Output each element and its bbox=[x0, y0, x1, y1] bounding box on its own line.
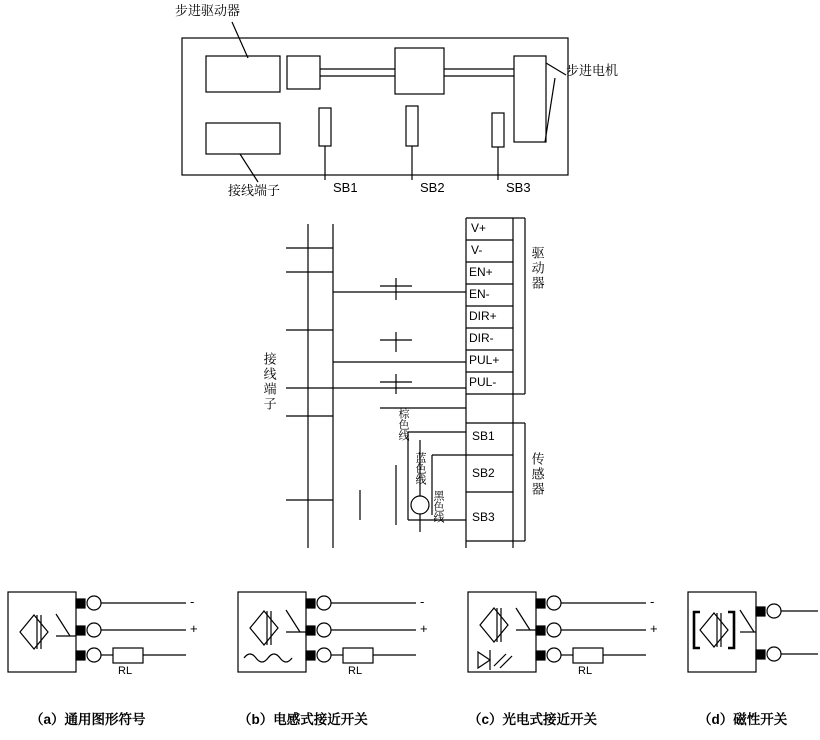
wire-label-0-text: 棕色线 bbox=[397, 408, 409, 441]
label-group-driver bbox=[530, 246, 544, 291]
vtext-sensor: 传感器 bbox=[529, 452, 545, 497]
wire-label-2-text: 黑色线 bbox=[432, 490, 444, 523]
wire-label-1-text: 蓝色线 bbox=[414, 452, 426, 485]
symbol-b-inductive bbox=[238, 592, 416, 672]
label-stepper-driver: 步进驱动器 bbox=[175, 3, 241, 18]
symbol-c-rl: RL bbox=[578, 665, 593, 677]
terminal-label-3: EN- bbox=[469, 287, 490, 301]
terminal-label-2: EN+ bbox=[469, 265, 493, 279]
label-group-sensor bbox=[530, 452, 544, 497]
label-stepper-motor: 步进电机 bbox=[566, 63, 619, 78]
vtext-driver: 驱动器 bbox=[529, 246, 545, 291]
wire-label-2 bbox=[430, 490, 446, 523]
terminal-label-0: V+ bbox=[471, 221, 487, 235]
label-terminal-block: 接线端子 bbox=[228, 183, 281, 198]
terminal-label-4: DIR+ bbox=[469, 309, 497, 323]
terminal-label-1: V- bbox=[471, 243, 483, 257]
terminal-label-7: PUL- bbox=[469, 375, 497, 389]
wire-label-0 bbox=[395, 408, 411, 441]
caption-b: （b）电感式接近开关 bbox=[238, 712, 368, 727]
symbol-c-minus: - bbox=[650, 594, 655, 609]
label-sb1: SB1 bbox=[333, 180, 358, 195]
sensor-label-2: SB3 bbox=[472, 510, 495, 524]
label-sb2: SB2 bbox=[420, 180, 445, 195]
symbol-a-plus: + bbox=[190, 621, 198, 636]
wire-label-1 bbox=[412, 452, 428, 485]
sensor-label-1: SB2 bbox=[472, 466, 495, 480]
top-assembly-drawing bbox=[182, 22, 568, 182]
sensor-label-0: SB1 bbox=[472, 429, 495, 443]
caption-c: （c）光电式接近开关 bbox=[468, 712, 598, 727]
symbol-a-generic bbox=[8, 592, 186, 672]
symbol-d-magnetic bbox=[688, 592, 818, 672]
label-sb3: SB3 bbox=[506, 180, 531, 195]
terminal-label-6: PUL+ bbox=[469, 353, 500, 367]
label-terminal-block-vertical bbox=[262, 352, 276, 412]
caption-a: （a）通用图形符号 bbox=[30, 712, 146, 727]
vtext-terminal: 接线端子 bbox=[261, 352, 277, 412]
symbol-b-rl: RL bbox=[348, 665, 363, 677]
symbol-b-minus: - bbox=[420, 594, 425, 609]
symbol-c-photoelectric bbox=[468, 592, 646, 672]
symbol-c-plus: + bbox=[650, 621, 658, 636]
symbol-b-plus: + bbox=[420, 621, 428, 636]
caption-d: （d）磁性开关 bbox=[698, 712, 788, 727]
terminal-label-5: DIR- bbox=[469, 331, 494, 345]
symbol-a-minus: - bbox=[190, 594, 195, 609]
symbol-a-rl: RL bbox=[118, 665, 133, 677]
